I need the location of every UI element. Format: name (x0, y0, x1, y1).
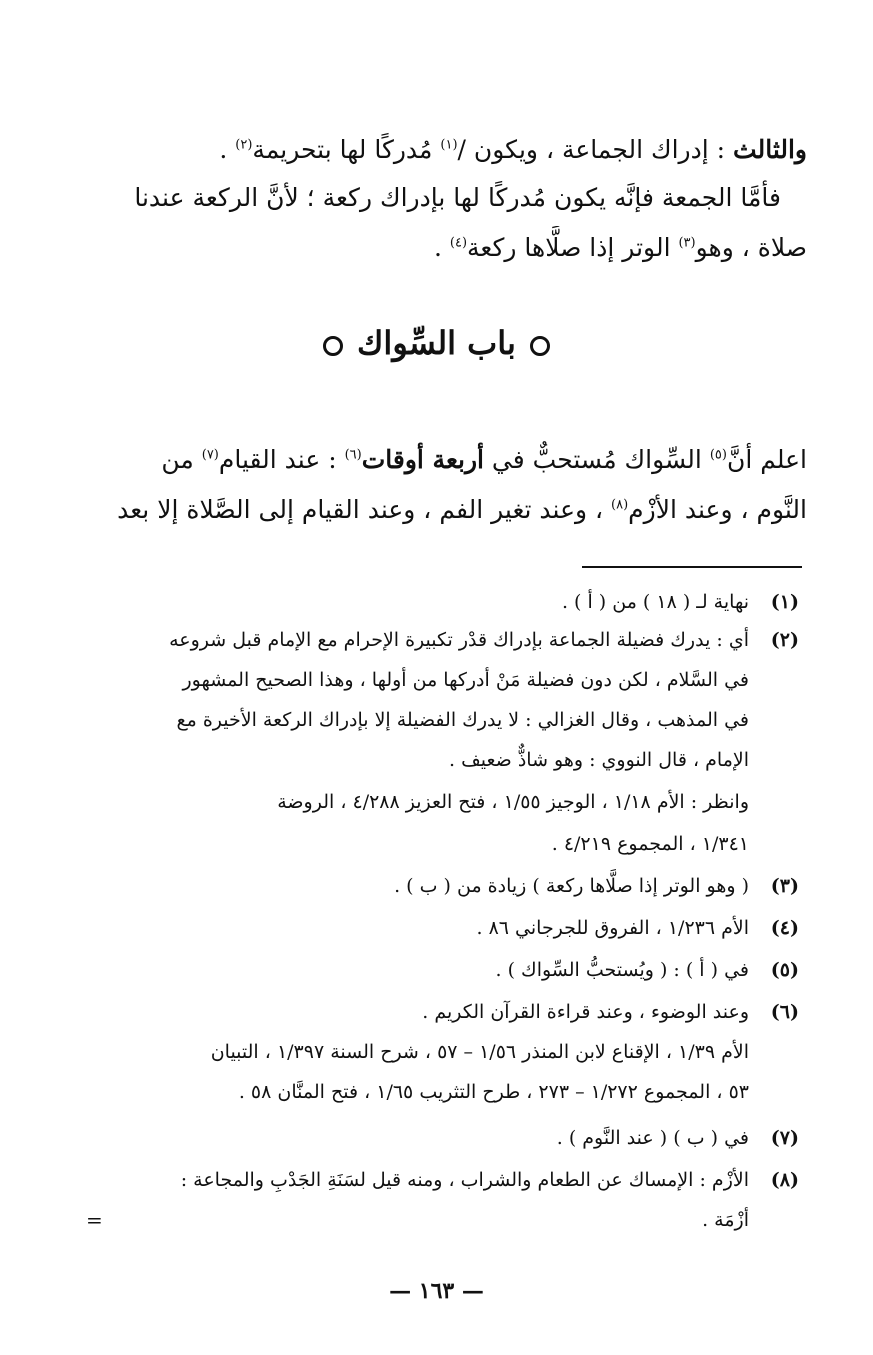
footnote-6-line: الأم ١/٣٩ ، الإقناع لابن المنذر ١/٥٦ – ٥٧ ، شرح السنة ١/٣٩٧ ، التبيان (210, 1041, 749, 1063)
footnote-2: (٢)أي : يدرك فضيلة الجماعة بإدراك قدْر تكبيرة الإحرام مع الإمام قبل شروعه (169, 629, 799, 651)
chapter-heading (0, 318, 873, 368)
footnote-6: (٦)وعند الوضوء ، وعند قراءة القرآن الكريم . (422, 1001, 799, 1023)
circle-ornament-icon (323, 336, 343, 356)
footnote-2-line: وانظر : الأم ١/١٨ ، الوجيز ١/٥٥ ، فتح العزيز ٤/٢٨٨ ، الروضة (277, 791, 749, 813)
footnote-marker: (٧) (201, 447, 219, 463)
intro-line-3: صلاة ، وهو$^{(٣)}$ الوتر إذا صلَّاها ركعة$^{(٤)}$ . (433, 233, 807, 262)
footnote-marker: (٦) (344, 447, 362, 463)
footnote-2-line: في المذهب ، وقال الغزالي : لا يدرك الفضيلة إلا بإدراك الركعة الأخيرة مع (176, 709, 749, 731)
footnote-2-line: الإمام ، قال النووي : وهو شاذٌّ ضعيف . (449, 749, 749, 771)
footnote-marker: (٤) (449, 235, 468, 251)
footnote-2-line: ١/٣٤١ ، المجموع ٤/٢١٩ . (551, 833, 749, 855)
footnote-8-line: أزْمَة . (702, 1209, 749, 1231)
intro-line-2: فأمَّا الجمعة فإنَّه يكون مُدركًا لها بإدراك ركعة ؛ لأنَّ الركعة عندنا (134, 183, 781, 212)
page-number: — ١٦٣ — (389, 1278, 484, 1304)
footnote-2-line: في السَّلام ، لكن دون فضيلة مَنْ أدركها من أولها ، وهذا الصحيح المشهور (182, 669, 749, 691)
footnote-marker: (٢) (235, 137, 253, 153)
section-line-1: اعلم أنَّ$^{(٥)}$ السِّواك مُستحبٌّ في أربعة أوقات$^{(٦)}$ : عند القيام$^{(٧)}$ من (161, 445, 807, 474)
section-line-2: النَّوم ، وعند الأزْم$^{(٨)}$ ، وعند تغير الفم ، وعند القيام إلى الصَّلاة إلا بعد (117, 495, 807, 524)
chapter-title: باب السِّواك (357, 324, 516, 362)
footnote-3: (٣)( وهو الوتر إذا صلَّاها ركعة ) زيادة من ( ب ) . (394, 875, 799, 897)
footnote-6-line: ٥٣ ، المجموع ١/٢٧٢ – ٢٧٣ ، طرح التثريب ١/٦٥ ، فتح المنَّان ٥٨ . (238, 1081, 749, 1103)
footnote-marker: (١) (440, 137, 458, 153)
bold-phrase: أربعة أوقات (361, 445, 484, 474)
footnote-8: (٨)الأزْم : الإمساك عن الطعام والشراب ، ومنه قيل لسَنَةِ الجَدْبِ والمجاعة : (180, 1169, 799, 1191)
footnote-4: (٤)الأم ١/٢٣٦ ، الفروق للجرجاني ٨٦ . (476, 917, 799, 939)
circle-ornament-icon (530, 336, 550, 356)
footnote-separator (582, 566, 802, 568)
intro-line-1: والثالث : إدراك الجماعة ، ويكون /$^{(١)}$ مُدركًا لها بتحريمة$^{(٢)}$ . (219, 135, 807, 164)
continuation-mark: = (86, 1208, 103, 1232)
footnote-marker: (٥) (709, 447, 727, 463)
footnote-1: (١)نهاية لـ ( ١٨ ) من ( أ ) . (561, 591, 799, 613)
footnote-marker: (٨) (611, 497, 629, 513)
footnote-7: (٧)في ( ب ) ( عند النَّوم ) . (556, 1127, 799, 1149)
footnote-5: (٥)في ( أ ) : ( ويُستحبُّ السِّواك ) . (495, 959, 799, 981)
footnote-marker: (٣) (678, 235, 696, 251)
